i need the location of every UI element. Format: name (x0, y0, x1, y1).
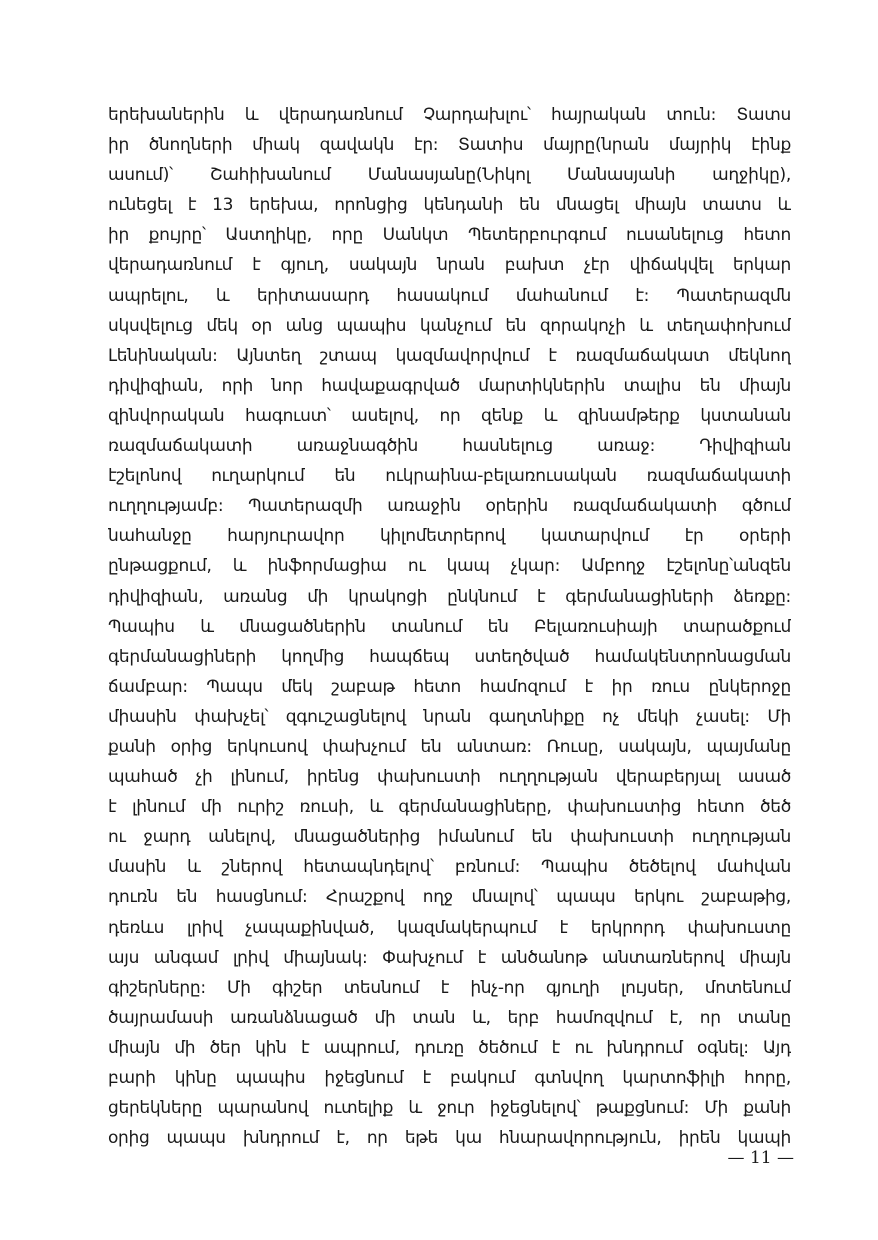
text-line: ռազմաճակատի առաջնագծին հասնելուց առաջ: Դիվիզիան (108, 436, 791, 457)
text-line: դուռն են հասցնում: Հրաշքով ողջ մնալով՝ պապս երկու շաբաթից, (108, 887, 791, 908)
text-line: նահանջը հարյուրավոր կիլոմետրերով կատարվում էր օրերի (108, 526, 791, 547)
body-text (108, 100, 791, 1153)
text-line: գերմանացիների կողմից հապճեպ ստեղծված համակենտրոնացման (108, 646, 791, 667)
text-line: իր ծնողների միակ զավակն էր: Տատիս մայրը(նրան մայրիկ էինք (108, 135, 791, 156)
text-line: գիշերները: Մի գիշեր տեսնում է ինչ-որ գյուղի լույսեր, մոտենում (108, 977, 791, 998)
text-line: սկսվելուց մեկ օր անց պապիս կանչում են զորակոչի և տեղափոխում (108, 315, 791, 336)
text-line: ասում)՝ Շահիխանում Մանասյանը(Նիկոլ Մանասյանի աղջիկը), (108, 165, 791, 186)
text-line: իր քույրը՝ Աստղիկը, որը Սանկտ Պետերբուրգում ուսանելուց հետո (108, 225, 791, 246)
text-line: ընթացքում, և ինֆորմացիա ու կապ չկար: Ամբողջ էշելոնը՝անզեն (108, 556, 791, 577)
text-line: միայն մի ծեր կին է ապրում, դուռը ծեծում է ու խնդրում օգնել: Այդ (108, 1037, 791, 1058)
text-line: այս անգամ լրիվ միայնակ: Փախչում է անծանոթ անտառներով միայն (108, 947, 791, 968)
text-line: ապրելու, և երիտասարդ հասակում մահանում է: Պատերազմն (108, 285, 791, 306)
text-line: ու ջարդ անելով, մնացածներից իմանում են փախուստի ուղղության (108, 827, 791, 848)
text-line: դեռևս լրիվ չապաքինված, կազմակերպում է երկրորդ փախուստը (108, 917, 791, 938)
text-line: բարի կինը պապիս իջեցնում է բակում գտնվող կարտոֆիլի հորը, (108, 1068, 791, 1088)
text-line: ունեցել է 13 երեխա, որոնցից կենդանի են մնացել միայն տատս և (108, 195, 791, 216)
text-line: ճամբար: Պապս մեկ շաբաթ հետո համոզում է իր ռուս ընկերոջը (108, 676, 791, 697)
text-line: դիվիզիան, որի նոր հավաքագրված մարտիկներին տալիս են միայն (108, 375, 791, 396)
text-line: է լինում մի ուրիշ ռուսի, և գերմանացիները, փախուստից հետո ծեծ (108, 797, 791, 818)
page-number: — 11 — (727, 1148, 794, 1168)
text-line: ծայրամասի առանձնացած մի տան և, երբ համոզվում է, որ տանը (108, 1007, 791, 1028)
text-line: օրից պապս խնդրում է, որ եթե կա հնարավորություն, իրեն կապի (108, 1128, 791, 1149)
text-line: ցերեկները պարանով ուտելիք և ջուր իջեցնելով՝ թաքցնում: Մի քանի (108, 1098, 791, 1119)
text-line: Պապիս և մնացածներին տանում են Բելառուսիայի տարածքում (108, 616, 791, 637)
text-line: Լենինական: Այնտեղ շտապ կազմավորվում է ռազմաճակատ մեկնող (108, 345, 791, 366)
text-line: երեխաներին և վերադառնում Չարդախլու՝ հայրական տուն: Տատս (108, 105, 791, 125)
text-line: քանի օրից երկուսով փախչում են անտառ: Ռուսը, սակայն, պայմանը (108, 736, 791, 757)
text-line: միասին փախչել՝ զգուշացնելով նրան գաղտնիքը ոչ մեկի չասել: Մի (108, 706, 791, 727)
text-line: դիվիզիան, առանց մի կրակոցի ընկնում է գերմանացիների ձեռքը: (108, 586, 791, 607)
text-line: էշելոնով ուղարկում են ուկրաինա-բելառուսական ռազմաճակատի (108, 466, 791, 487)
text-line: զինվորական հագուստ՝ ասելով, որ զենք և զինամթերք կստանան (108, 405, 791, 426)
text-line: մասին և շներով հետապնդելով՝ բռնում: Պապիս ծեծելով մահվան (108, 857, 791, 878)
text-line: վերադառնում է գյուղ, սակայն նրան բախտ չէր վիճակվել երկար (108, 255, 791, 276)
text-line: ուղղությամբ: Պատերազմի առաջին օրերին ռազմաճակատի գծում (108, 496, 791, 517)
text-line: պահած չի լինում, իրենց փախուստի ուղղության վերաբերյալ ասած (108, 767, 791, 788)
